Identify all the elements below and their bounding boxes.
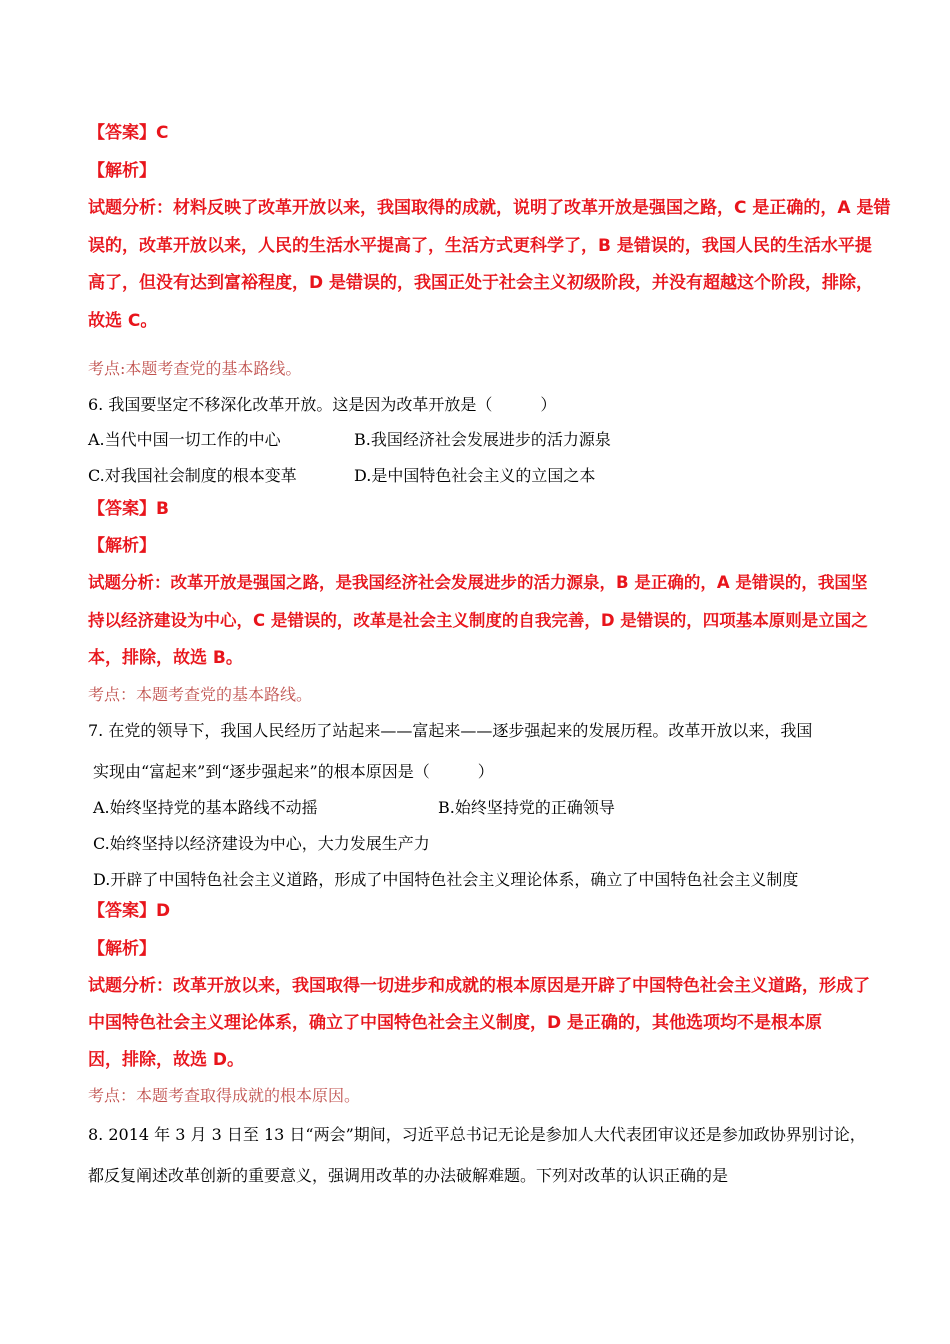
q7-stem-line-2: 实现由“富起来”到“逐步强起来”的根本原因是（ ）: [93, 762, 494, 781]
q6-analysis-line-2: 持以经济建设为中心，C 是错误的，改革是社会主义制度的自我完善，D 是错误的，四项基本原则是立国之: [88, 611, 868, 630]
q7-analysis-tag: 【解析】: [88, 939, 156, 959]
q6-option-b: B.我国经济社会发展进步的活力源泉: [354, 430, 611, 449]
q7-analysis-line-1: 试题分析：改革开放以来，我国取得一切进步和成就的根本原因是开辟了中国特色社会主义道路，形成了: [88, 976, 870, 996]
q6-option-d: D.是中国特色社会主义的立国之本: [354, 466, 596, 485]
q5-analysis-line-2: 误的，改革开放以来，人民的生活水平提高了，生活方式更科学了，B 是错误的，我国人民的生活水平提: [88, 236, 872, 256]
q7-kaodian: 考点：本题考查取得成就的根本原因。: [88, 1086, 361, 1105]
q6-option-a: A.当代中国一切工作的中心: [88, 430, 281, 449]
q7-option-c: C.始终坚持以经济建设为中心，大力发展生产力: [93, 834, 430, 853]
answer-value: D: [156, 901, 171, 921]
q7-analysis-line-3: 因，排除，故选 D。: [88, 1050, 245, 1070]
q6-option-c: C.对我国社会制度的根本变革: [88, 466, 297, 485]
q7-stem-line-1: 7. 在党的领导下，我国人民经历了站起来——富起来——逐步强起来的发展历程。改革开放以来，我国: [88, 721, 813, 740]
q5-analysis-tag: 【解析】: [88, 161, 156, 181]
q7-answer: [88, 900, 170, 922]
answer-tag: 【答案】: [88, 499, 156, 519]
q7-analysis-line-2: 中国特色社会主义理论体系，确立了中国特色社会主义制度，D 是正确的，其他选项均不是根本原: [88, 1013, 823, 1033]
q7-option-d: D.开辟了中国特色社会主义道路，形成了中国特色社会主义理论体系，确立了中国特色社会主义制度: [93, 870, 799, 889]
q5-analysis-line-1: 试题分析：材料反映了改革开放以来，我国取得的成就，说明了改革开放是强国之路，C 是正确的，A 是错: [88, 198, 891, 218]
answer-tag: 【答案】: [88, 123, 156, 143]
q6-kaodian: 考点：本题考查党的基本路线。: [88, 685, 313, 704]
q5-analysis-line-4: 故选 C。: [88, 311, 158, 331]
q8-stem-line-1: 8. 2014 年 3 月 3 日至 13 日“两会”期间，习近平总书记无论是参加人大代表团审议还是参加政协界别讨论，: [88, 1125, 866, 1144]
q6-analysis-tag: 【解析】: [88, 536, 156, 556]
q5-analysis-line-3: 高了，但没有达到富裕程度，D 是错误的，我国正处于社会主义初级阶段，并没有超越这个阶段，排除，: [88, 273, 874, 293]
q6-analysis-line-3: 本，排除，故选 B。: [88, 648, 243, 668]
q6-stem: 6. 我国要坚定不移深化改革开放。这是因为改革开放是（ ）: [88, 395, 557, 414]
answer-tag: 【答案】: [88, 901, 156, 921]
answer-value: B: [156, 499, 169, 519]
q8-stem-line-2: 都反复阐述改革创新的重要意义，强调用改革的办法破解难题。下列对改革的认识正确的是: [88, 1166, 729, 1185]
q7-option-b: B.始终坚持党的正确领导: [438, 798, 615, 817]
q5-answer: [88, 122, 168, 144]
q7-option-a: A.始终坚持党的基本路线不动摇: [93, 798, 318, 817]
q5-kaodian: 考点:本题考查党的基本路线。: [88, 359, 302, 378]
q6-analysis-line-1: 试题分析：改革开放是强国之路，是我国经济社会发展进步的活力源泉，B 是正确的，A 是错误的，我国坚: [88, 573, 868, 592]
q6-answer: [88, 498, 169, 520]
answer-value: C: [156, 123, 169, 143]
